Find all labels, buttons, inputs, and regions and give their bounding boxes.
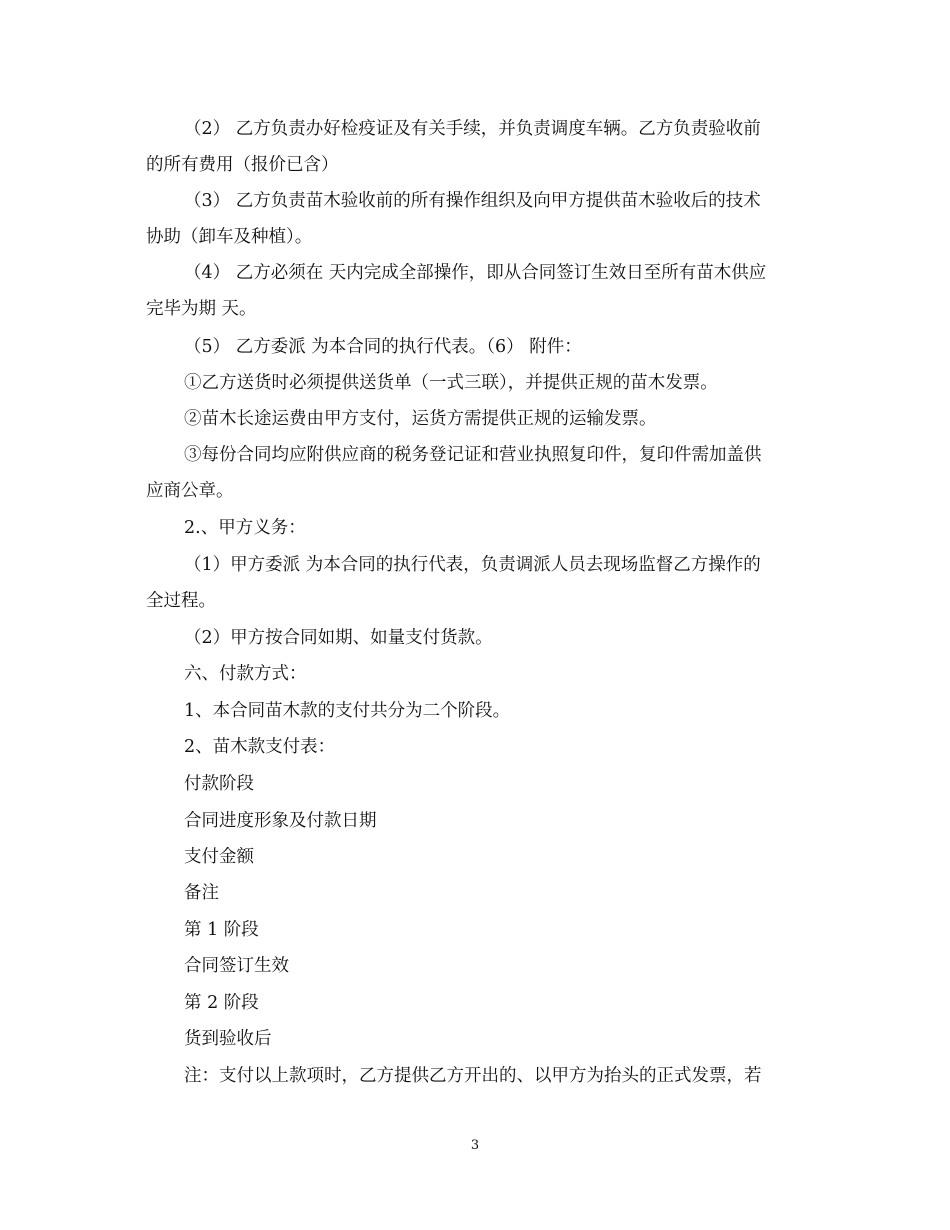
text-line: （1）甲方委派 为本合同的执行代表，负责调派人员去现场监督乙方操作的 bbox=[184, 555, 761, 575]
page-number: 3 bbox=[470, 1138, 480, 1153]
text-line: 六、付款方式： bbox=[184, 664, 307, 684]
text-line: 付款阶段 bbox=[184, 774, 254, 794]
text-line: 完毕为期 天。 bbox=[146, 299, 257, 319]
text-line: 注：支付以上款项时，乙方提供乙方开出的、以甲方为抬头的正式发票，若 bbox=[184, 1066, 762, 1086]
text-line: （2）甲方按合同如期、如量支付货款。 bbox=[184, 628, 493, 648]
text-line: 全过程。 bbox=[146, 591, 216, 611]
text-line: （4） 乙方必须在 天内完成全部操作，即从合同签订生效日至所有苗木供应 bbox=[184, 263, 767, 283]
text-line: （2） 乙方负责办好检疫证及有关手续，并负责调度车辆。乙方负责验收前 bbox=[184, 119, 761, 139]
text-line: 合同签订生效 bbox=[184, 956, 289, 976]
text-line: 支付金额 bbox=[184, 847, 254, 867]
text-line: （3） 乙方负责苗木验收前的所有操作组织及向甲方提供苗木验收后的技术 bbox=[184, 191, 761, 211]
text-line: 应商公章。 bbox=[146, 481, 234, 501]
text-line: 第 2 阶段 bbox=[184, 993, 259, 1013]
text-line: ③每份合同均应附供应商的税务登记证和营业执照复印件，复印件需加盖供 bbox=[184, 445, 762, 465]
text-line: 的所有费用（报价已含） bbox=[146, 155, 339, 175]
text-line: ①乙方送货时必须提供送货单（一式三联），并提供正规的苗木发票。 bbox=[184, 373, 718, 393]
text-line: 备注 bbox=[184, 883, 219, 903]
text-line: 2.、甲方义务： bbox=[184, 518, 306, 538]
text-line: ②苗木长途运费由甲方支付，运货方需提供正规的运输发票。 bbox=[184, 409, 657, 429]
text-line: 合同进度形象及付款日期 bbox=[184, 811, 377, 831]
text-line: （5） 乙方委派 为本合同的执行代表。（6） 附件： bbox=[184, 337, 582, 357]
text-line: 协助（卸车及种植）。 bbox=[146, 227, 313, 247]
text-line: 1、本合同苗木款的支付共分为二个阶段。 bbox=[184, 701, 511, 721]
text-line: 货到验收后 bbox=[184, 1029, 272, 1049]
text-line: 第 1 阶段 bbox=[184, 920, 259, 940]
text-line: 2、苗木款支付表： bbox=[184, 737, 336, 757]
